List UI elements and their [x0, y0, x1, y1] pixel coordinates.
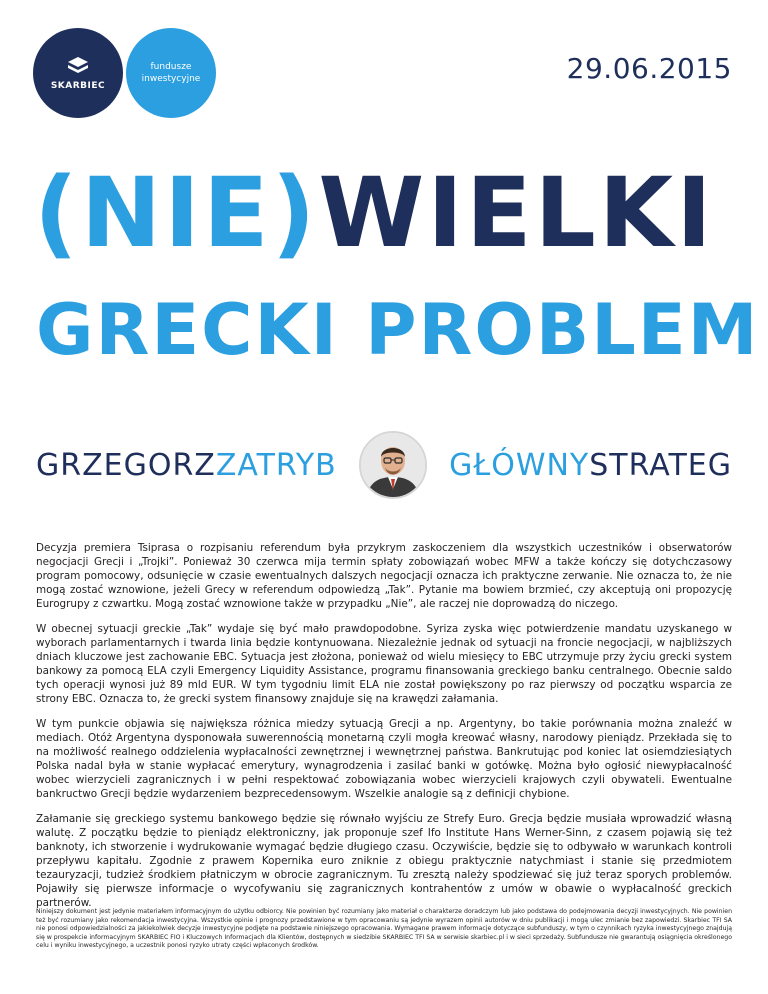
- author-role: [449, 448, 732, 483]
- logo-line-2: inwestycyjne: [141, 74, 201, 84]
- title-accent: (NIE): [34, 157, 319, 269]
- skarbiec-logo: [33, 28, 123, 118]
- title-line-1: [34, 158, 734, 268]
- article-paragraph: Załamanie się greckiego systemu bankowego będzie się równało wyjściu ze Strefy Euro. Grecja będzie musiała wprowadzić własną walutę. Z początku będzie to pieniądz elektroniczny, jak proponuje szef Ifo Institute Hans Werner-Sinn, z czasem pojawią się też banknoty, ich stworzenie i wydrukowanie wymagać będzie długiego czasu. Oczywiście, będzie się to odbywało w warunkach kontroli przepływu kapitału. Zgodnie z prawem Kopernika euro zniknie z obiegu praktycznie natychmiast i stanie się przedmiotem tezauryzacji, tudzież środkiem płatniczym w obrocie zagranicznym. Tu zresztą należy spodziewać się już teraz sporych problemów. Pojawiły się pierwsze informacje o wycofywaniu się zagranicznych kontrahentów z umów w obawie o wypłacalność greckich partnerów.: [36, 813, 732, 909]
- author-last-name: ZATRYB: [215, 447, 337, 483]
- author-name: [36, 448, 337, 483]
- author-role-part-1: GŁÓWNY: [449, 447, 590, 483]
- author-portrait-icon: [361, 433, 425, 497]
- publication-date: 29.06.2015: [566, 52, 732, 85]
- logo-line-1: fundusze: [150, 62, 192, 72]
- author-first-name: GRZEGORZ: [36, 447, 216, 483]
- author-photo: [359, 431, 427, 499]
- fundusze-logo: [126, 28, 216, 118]
- article-paragraph: W tym punkcie objawia się największa różnica miedzy sytuacją Grecji a np. Argentyny, bo takie porównania można znaleźć w mediach. Otóż Argentyna dysponowała suwerennością monetarną czyli mogła kreować własny, narodowy pieniądz. Przekłada się to na możliwość realnego oddzielenia wypłacalności zewnętrznej i wewnętrznej państwa. Bankrutując pod koniec lat osiemdziesiątych Polska nadal była w stanie wypłacać emerytury, wynagrodzenia i zasilać banki w gotówkę. Można było ogłosić niewypłacalność wobec wierzycieli zagranicznych i w pełni respektować zobowiązania wobec wierzycieli krajowych czyli obywateli. Ewentualne bankructwo Grecji będzie wydarzeniem bezprecedensowym. Wszelkie analogie są z definicji chybione.: [36, 718, 732, 800]
- skarbiec-emblem-icon: [67, 56, 89, 76]
- article-paragraph: Decyzja premiera Tsiprasa o rozpisaniu referendum była przykrym zaskoczeniem dla wszystkich uczestników i obserwatorów negocjacji Grecji i „Trojki”. Ponieważ 30 czerwca mija termin spłaty zobowiązań wobec MFW a także kończy się dotychczasowy program pomocowy, odsunięcie w czasie ewentualnych dalszych negocjacji oznacza ich praktyczne zerwanie. Nie oznacza to, że nie mogą zostać wznowione, jeżeli Grecy w referendum odpowiedzą „Tak”. Pytanie ma bowiem brzmieć, czy akceptują oni propozycję Eurogrupy z czwartku. Mogą zostać wznowione także w przypadku „Nie”, ale raczej nie doprowadzą do niczego.: [36, 542, 732, 610]
- author-byline: [36, 430, 732, 500]
- title-line-2: GRECKI PROBLEM: [36, 289, 760, 371]
- brand-name: SKARBIEC: [50, 80, 106, 91]
- article-paragraph: W obecnej sytuacji greckie „Tak” wydaje się być mało prawdopodobne. Syriza zyska więc potwierdzenie mandatu uzyskanego w wyborach parlamentarnych i twarda linia będzie kontynuowana. Niezależnie jednak od sytuacji na froncie negocjacji, w najbliższych dniach kluczowe jest zachowanie EBC. Sytuacja jest złożona, ponieważ od wielu miesięcy to EBC utrzymuje przy życiu grecki system bankowy za pomocą ELA czyli Emergency Liquidity Assistance, programu finansowania greckiego banku centralnego. Obecnie saldo tych operacji wynosi już 89 mld EUR. W tym tygodniu limit ELA nie został powiększony po raz pierwszy od początku wsparcia ze strony EBC. Oznacza to, że grecki system finansowy znajduje się na krawędzi załamania.: [36, 623, 732, 705]
- author-role-part-2: STRATEG: [589, 447, 732, 483]
- title-main: WIELKI: [318, 157, 715, 269]
- article-body: [36, 541, 732, 921]
- legal-disclaimer: Niniejszy dokument jest jedynie materiałem informacyjnym do użytku odbiorcy. Nie powinien być rozumiany jako materiał o charakterze doradczym lub jako podstawa do podejmowania decyzji inwestycyjnych. Nie powinien też być rozumiany jako rekomendacja inwestycyjna. Wszystkie opinie i prognozy przedstawione w tym opracowaniu są jedynie wyrazem opinii autorów w dniu publikacji i mogą ulec zmianie bez zapowiedzi. Skarbiec TFI SA nie ponosi odpowiedzialności za jakiekolwiek decyzje inwestycyjne podjęte na podstawie niniejszego opracowania. Wymagane prawem informacje dotyczące subfunduszy, w tym o czynnikach ryzyka inwestycyjnego znajdują się w prospekcie informacyjnym SKARBIEC FIO i Kluczowych Informacjach dla Klientów, dostępnych w siedzibie SKARBIEC TFI SA w serwisie skarbiec.pl i w sieci sprzedaży. Subfundusze nie gwarantują osiągnięcia określonego celu i wyniku inwestycyjnego, a uczestnik ponosi ryzyko utraty części wpłaconych środków.: [36, 908, 732, 950]
